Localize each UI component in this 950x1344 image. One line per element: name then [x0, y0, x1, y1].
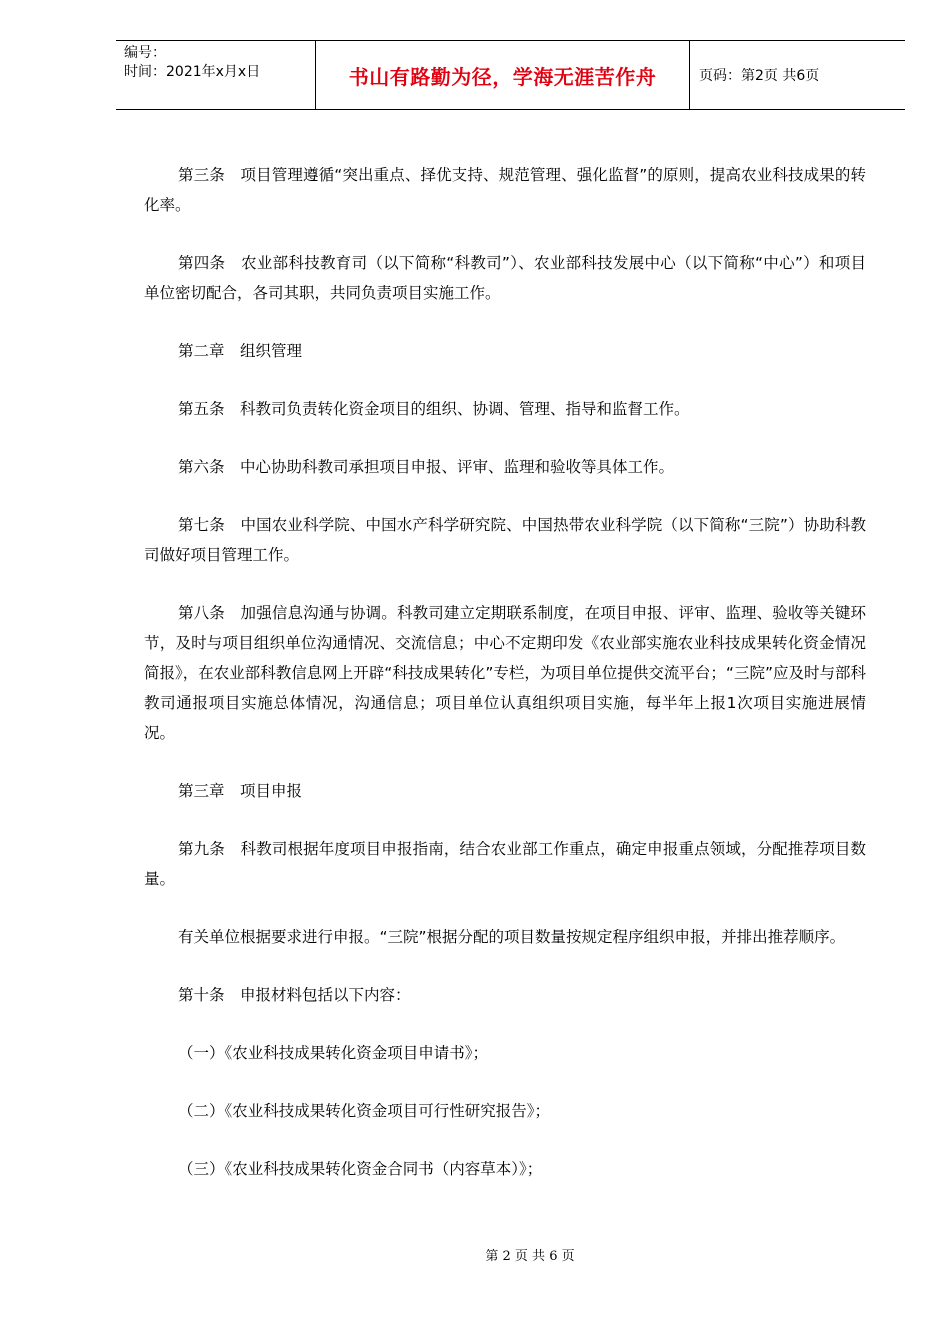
- header-page-info: 页码：第2页 共6页: [699, 68, 820, 84]
- paragraph-article-7: 第七条 中国农业科学院、中国水产科学研究院、中国热带农业科学院（以下简称“三院”）协助科教司做好项目管理工作。: [144, 516, 866, 564]
- paragraph-article-6: 第六条 中心协助科教司承担项目申报、评审、监理和验收等具体工作。: [178, 458, 675, 476]
- document-number-label: 编号：: [124, 45, 166, 61]
- paragraph-application: 有关单位根据要求进行申报。“三院”根据分配的项目数量按规定程序组织申报，并排出推荐顺序。: [178, 928, 846, 946]
- page-footer: 第 2 页 共 6 页: [485, 1249, 575, 1264]
- document-body: [144, 160, 866, 1212]
- paragraph-article-5: 第五条 科教司负责转化资金项目的组织、协调、管理、指导和监督工作。: [178, 400, 690, 418]
- header-motto: 书山有路勤为径，学海无涯苦作舟: [316, 41, 690, 109]
- header-meta: [116, 41, 316, 109]
- list-item-3: （三）《农业科技成果转化资金合同书（内容草本）》；: [178, 1160, 543, 1178]
- document-time-label: 时间：2021年x月x日: [124, 64, 261, 80]
- paragraph-article-9: 第九条 科教司根据年度项目申报指南，结合农业部工作重点，确定申报重点领域，分配推荐项目数量。: [144, 840, 866, 888]
- paragraph-article-3: 第三条 项目管理遵循“突出重点、择优支持、规范管理、强化监督”的原则，提高农业科技成果的转化率。: [144, 166, 866, 214]
- paragraph-article-10: 第十条 申报材料包括以下内容：: [178, 986, 411, 1004]
- page-header: [116, 40, 905, 110]
- list-item-2: （二）《农业科技成果转化资金项目可行性研究报告》；: [178, 1102, 551, 1120]
- chapter-heading-3: 第三章 项目申报: [178, 782, 303, 800]
- paragraph-article-4: 第四条 农业部科技教育司（以下简称“科教司”）、农业部科技发展中心（以下简称“中心”）和项目单位密切配合，各司其职，共同负责项目实施工作。: [144, 254, 866, 302]
- list-item-1: （一）《农业科技成果转化资金项目申请书》；: [178, 1044, 489, 1062]
- paragraph-article-8: 第八条 加强信息沟通与协调。科教司建立定期联系制度，在项目申报、评审、监理、验收等关键环节，及时与项目组织单位沟通情况、交流信息；中心不定期印发《农业部实施农业科技成果转化资金情况简报》，在农业部科教信息网上开辟“科技成果转化”专栏，为项目单位提供交流平台；“三院”应及时与部科教司通报项目实施总体情况，沟通信息；项目单位认真组织项目实施，每半年上报1次项目实施进展情况。: [144, 604, 866, 742]
- chapter-heading-2: 第二章 组织管理: [178, 342, 303, 360]
